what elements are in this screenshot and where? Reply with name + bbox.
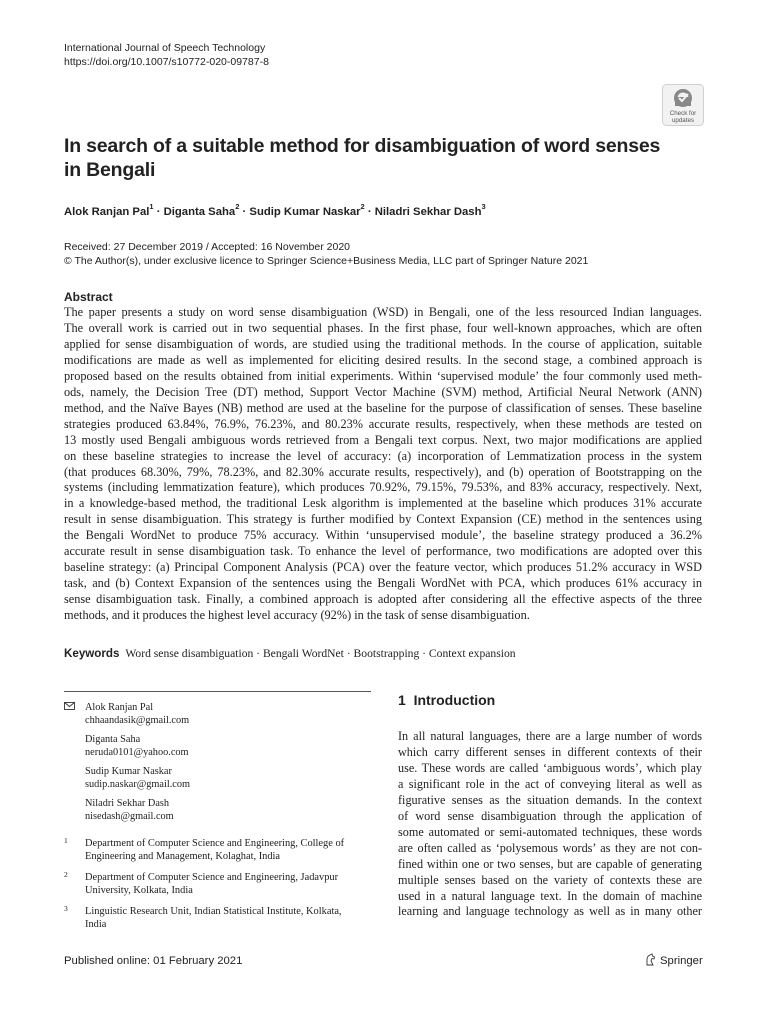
check-for-updates-icon: [662, 84, 704, 126]
affiliation-entry: [64, 871, 364, 897]
affiliation-number: 1: [64, 836, 68, 845]
author-separator: ·: [242, 205, 247, 218]
intro-line: are often called as ‘polysemous words’ as they are not con-: [398, 840, 702, 855]
contact-name: Diganta Saha: [85, 734, 141, 745]
affiliation-entry: [64, 837, 364, 863]
contact-name: Alok Ranjan Pal: [85, 702, 154, 713]
intro-line: used in a natural language text. In the domain of machine: [398, 888, 702, 903]
abstract-line: baseline strategy: (a) Principal Component Analysis (PCA) over the feature vector, which produces 51.2% accuracy in WSD: [64, 560, 702, 575]
abstract-line: in a knowledge-based method, the traditional Lesk algorithm is implemented at the baseline which produces 31% accurate: [64, 496, 702, 511]
intro-line: some automated or semi-automated techniques, these words: [398, 824, 702, 839]
author-affiliation-mark: 2: [360, 202, 365, 211]
doi-link[interactable]: https://doi.org/10.1007/s10772-020-09787-8: [64, 56, 269, 68]
affiliation-text: Linguistic Research Unit, Indian Statistical Institute, Kolkata, India: [85, 906, 342, 930]
abstract-line: on these baseline strategies to increase the level of accuracy: (a) incorporation of Lemmatization process in the system: [64, 448, 702, 463]
intro-line: use. These words are called ‘ambiguous words’, which play: [398, 760, 702, 775]
abstract-line: The paper presents a study on word sense disambiguation (WSD) in Bengali, one of the less resourced Indian languages.: [64, 305, 702, 319]
contact-email[interactable]: chhaandasik@gmail.com: [85, 715, 190, 726]
abstract-line: methods, and it produces the highest level accuracy (92%) in the task of sense disambiguation.: [64, 608, 530, 623]
journal-header: [64, 41, 269, 69]
abstract-line: task, and (b) Context Expansion of the sentences using the Bengali WordNet with PCA, which produces 61% accuracy in: [64, 576, 702, 591]
contact-email[interactable]: sudip.naskar@gmail.com: [85, 779, 190, 790]
contact-name: Niladri Sekhar Dash: [85, 798, 170, 809]
section-heading-introduction: [398, 692, 495, 708]
author-name[interactable]: Niladri Sekhar Dash: [374, 205, 482, 218]
section-title: Introduction: [413, 692, 496, 708]
check-for-updates-badge[interactable]: [662, 84, 704, 126]
abstract-line: sense disambiguation task. Finally, a combined approach is adopted after considering all the effective aspects of the three: [64, 592, 702, 607]
keywords-text: Word sense disambiguation · Bengali WordNet · Bootstrapping · Context expansion: [125, 647, 516, 660]
author-separator: ·: [367, 205, 372, 218]
introduction-text: [398, 729, 702, 920]
envelope-icon: [64, 702, 75, 710]
abstract-line: accurate result in sense disambiguation task. To enhance the level of performance, two modifications are adopted over this: [64, 544, 702, 559]
springer-horse-icon: [645, 953, 656, 966]
publisher-logo: [645, 953, 703, 967]
keywords-label: Keywords: [64, 647, 120, 660]
author-separator: ·: [156, 205, 161, 218]
published-online: Published online: 01 February 2021: [64, 955, 243, 967]
abstract-line: strategies produced 63.84%, 76.9%, 76.23%, and 80.23% accurate results, respectively, when these methods are tested on: [64, 416, 702, 431]
contact-entry: [64, 797, 364, 823]
abstract-line: modifications are made as well as implemented for eliciting desired results. In the second stage, a combined approach is: [64, 352, 702, 367]
author-name[interactable]: Sudip Kumar Naskar: [249, 205, 361, 218]
author-affiliation-mark: 3: [481, 202, 486, 211]
author-name[interactable]: Diganta Saha: [163, 205, 236, 218]
contact-entry: [64, 733, 364, 759]
intro-line: a significant role in the act of conveying literal as well as: [398, 776, 702, 791]
footnote-divider: [64, 691, 371, 692]
abstract-line: 13 mostly used Bengali ambiguous words retrieved from a Bengali text corpus. Next, two major modifications are applied: [64, 432, 702, 447]
contact-entry: [64, 765, 364, 791]
journal-name: International Journal of Speech Technology: [64, 42, 266, 54]
author-contacts: [64, 701, 364, 829]
intro-line: learning and language technology as well as in many other: [398, 904, 702, 919]
author-affiliation-mark: 1: [149, 202, 154, 211]
affiliations: [64, 837, 364, 939]
abstract-heading: Abstract: [64, 290, 113, 304]
affiliation-entry: [64, 905, 364, 931]
section-number: 1: [398, 692, 406, 708]
paper-title: In search of a suitable method for disambiguation of word senses in Bengali: [64, 135, 661, 181]
abstract-line: applied for sense disambiguation of words, are studied using the traditional methods. In the course of application, suitable: [64, 336, 702, 351]
publication-dates: [64, 240, 588, 268]
contact-name: Sudip Kumar Naskar: [85, 766, 172, 777]
author-affiliation-mark: 2: [235, 202, 240, 211]
abstract-line: method, and the Naïve Bayes (NB) method are used at the baseline for the purpose of classification of senses. These baseline: [64, 400, 702, 415]
affiliation-text: Department of Computer Science and Engineering, College of Engineering and Management, Kolaghat, India: [85, 838, 345, 862]
affiliation-text: Department of Computer Science and Engineering, Jadavpur University, Kolkata, India: [85, 872, 339, 896]
intro-line: In all natural languages, there are a large number of words: [398, 729, 702, 743]
badge-line2: updates: [671, 117, 695, 124]
affiliation-number: 3: [64, 904, 68, 913]
abstract-text: [64, 305, 702, 624]
intro-line: fined within one or two senses, but are capable of generating: [398, 856, 702, 871]
abstract-line: systems (including lemmatization feature), which produces 70.92%, 79.15%, 79.53%, and 83% accuracy, respectively. Next,: [64, 480, 702, 495]
abstract-line: the Bengali WordNet to produce 75% accuracy. Within ‘unsupervised module’, the baseline strategy produced a 36.2%: [64, 528, 702, 543]
intro-line: which carry different senses in different contexts of their: [398, 744, 702, 759]
author-name[interactable]: Alok Ranjan Pal: [64, 205, 150, 218]
abstract-line: The overall work is carried out in two sequential phases. In the first phase, four well-known approaches, which are often: [64, 320, 702, 335]
keywords: [64, 647, 516, 660]
received-accepted: Received: 27 December 2019 / Accepted: 16 November 2020: [64, 241, 351, 253]
affiliation-number: 2: [64, 870, 68, 879]
badge-line1: Check for: [669, 110, 697, 117]
intro-line: of word sense disambiguation through the application of: [398, 808, 702, 823]
contact-email[interactable]: nisedash@gmail.com: [85, 811, 174, 822]
contact-entry: [64, 701, 364, 727]
contact-email[interactable]: neruda0101@yahoo.com: [85, 747, 189, 758]
abstract-line: ods, namely, the Decision Tree (DT) method, Support Vector Machine (SVM) method, Artificial Neural Network (ANN): [64, 384, 702, 399]
abstract-line: (that produces 68.30%, 79%, 78.23%, and 82.30% accurate results, respectively), and (b) operation of Bootstrapping on the: [64, 464, 702, 479]
author-list: [64, 203, 486, 218]
abstract-line: result in sense disambiguation. This strategy is further modified by Context Expansion (CE) method in the sentences using: [64, 512, 702, 527]
intro-line: figurative senses as the situation demands. In the context: [398, 792, 702, 807]
intro-line: multiple senses based on the variety of contexts these are: [398, 872, 702, 887]
copyright-notice: © The Author(s), under exclusive licence to Springer Science+Business Media, LLC part of Springer Nature 2021: [64, 255, 589, 267]
abstract-line: proposed based on the results obtained from initial experiments. Within ‘supervised module’ the four commonly used meth-: [64, 368, 702, 383]
publisher-name: Springer: [660, 955, 703, 967]
